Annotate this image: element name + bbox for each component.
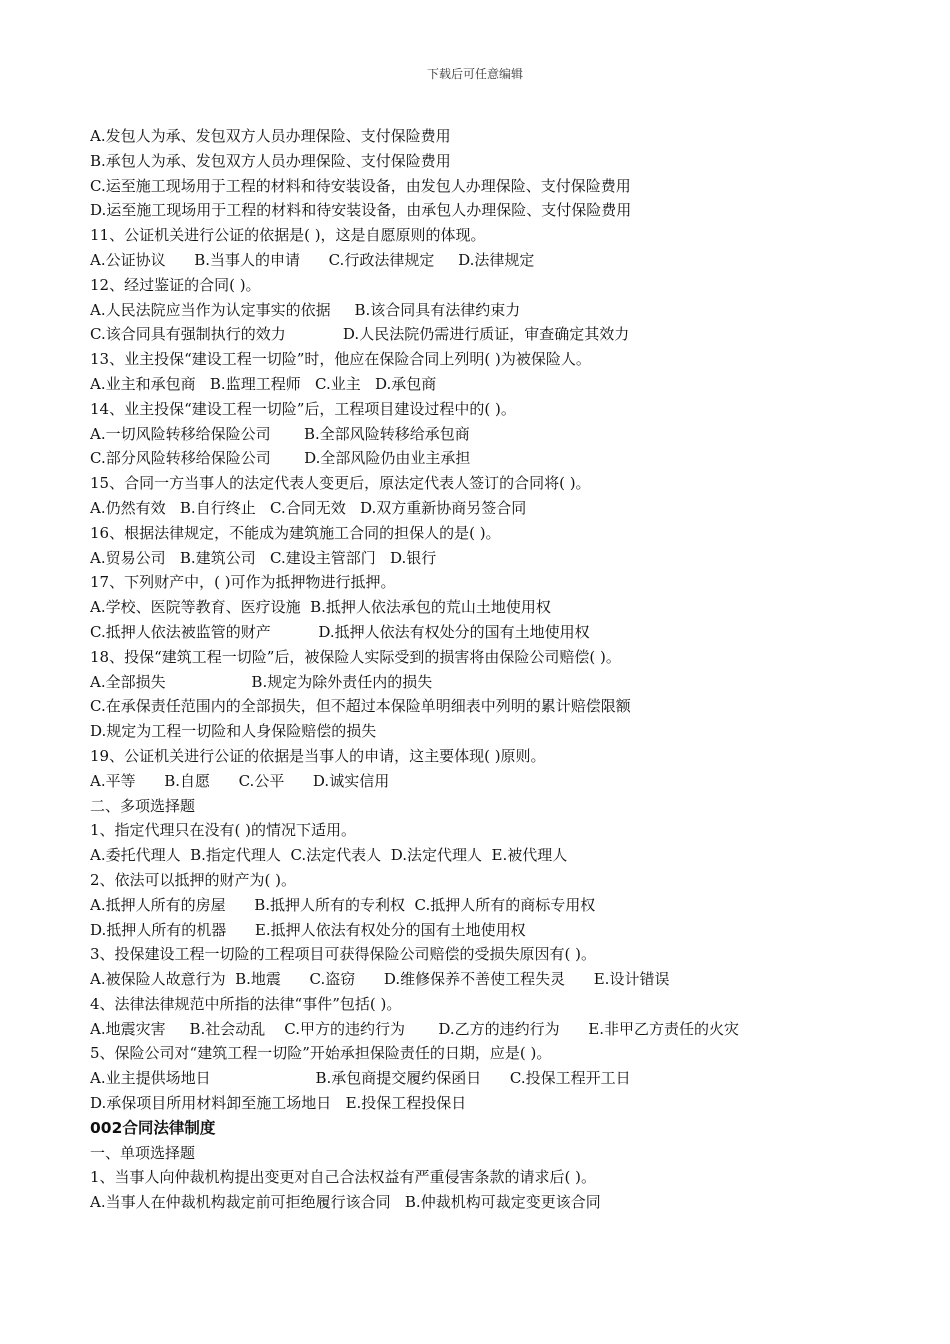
- text-line: 4、法律法律规范中所指的法律“事件”包括( )。: [90, 994, 402, 1013]
- text-line: D.承保项目所用材料卸至施工场地日 E.投保工程投保日: [90, 1094, 467, 1113]
- text-line: 18、投保“建筑工程一切险”后，被保险人实际受到的损害将由保险公司赔偿( )。: [90, 647, 621, 666]
- text-line: A.人民法院应当作为认定事实的依据 B.该合同具有法律约束力: [90, 300, 521, 319]
- text-line: A.业主和承包商 B.监理工程师 C.业主 D.承包商: [90, 374, 437, 393]
- text-line: 14、业主投保“建设工程一切险”后，工程项目建设过程中的( )。: [90, 399, 516, 418]
- text-line: D.抵押人所有的机器 E.抵押人依法有权处分的国有土地使用权: [90, 920, 526, 939]
- text-line: 11、公证机关进行公证的依据是( )，这是自愿原则的体现。: [90, 226, 486, 245]
- text-line: A.抵押人所有的房屋 B.抵押人所有的专利权 C.抵押人所有的商标专用权: [90, 895, 596, 914]
- text-line: A.委托代理人 B.指定代理人 C.法定代表人 D.法定代理人 E.被代理人: [90, 846, 568, 865]
- text-line: A.业主提供场地日 B.承包商提交履约保函日 C.投保工程开工日: [90, 1069, 631, 1088]
- text-line: 3、投保建设工程一切险的工程项目可获得保险公司赔偿的受损失原因有( )。: [90, 945, 597, 964]
- text-line: A.贸易公司 B.建筑公司 C.建设主管部门 D.银行: [90, 548, 437, 567]
- section-heading: 002合同法律制度: [90, 1118, 216, 1137]
- text-line: C.运至施工现场用于工程的材料和待安装设备，由发包人办理保险、支付保险费用: [90, 176, 631, 195]
- text-line: C.部分风险转移给保险公司 D.全部风险仍由业主承担: [90, 449, 471, 468]
- text-line: D.运至施工现场用于工程的材料和待安装设备，由承包人办理保险、支付保险费用: [90, 201, 632, 220]
- text-line: C.在承保责任范围内的全部损失，但不超过本保险单明细表中列明的累计赔偿限额: [90, 697, 631, 716]
- text-line: 1、指定代理只在没有( )的情况下适用。: [90, 821, 357, 840]
- text-line: 二、多项选择题: [90, 796, 196, 815]
- text-line: 19、公证机关进行公证的依据是当事人的申请，这主要体现( )原则。: [90, 746, 546, 765]
- text-line: A.发包人为承、发包双方人员办理保险、支付保险费用: [90, 127, 451, 145]
- text-line: 16、根据法律规定，不能成为建筑施工合同的担保人的是( )。: [90, 523, 501, 542]
- text-line: C.抵押人依法被监管的财产 D.抵押人依法有权处分的国有土地使用权: [90, 622, 590, 641]
- text-line: 2、依法可以抵押的财产为( )。: [90, 870, 297, 889]
- text-line: A.平等 B.自愿 C.公平 D.诚实信用: [90, 771, 390, 790]
- text-line: D.规定为工程一切险和人身保险赔偿的损失: [90, 722, 377, 741]
- text-line: A.全部损失 B.规定为除外责任内的损失: [90, 672, 433, 691]
- text-line: C.该合同具有强制执行的效力 D.人民法院仍需进行质证，审查确定其效力: [90, 325, 630, 344]
- text-line: A.当事人在仲裁机构裁定前可拒绝履行该合同 B.仲裁机构可裁定变更该合同: [90, 1193, 601, 1212]
- text-line: 1、当事人向仲裁机构提出变更对自己合法权益有严重侵害条款的请求后( )。: [90, 1168, 597, 1187]
- text-line: A.学校、医院等教育、医疗设施 B.抵押人依法承包的荒山土地使用权: [90, 598, 551, 617]
- text-line: A.被保险人故意行为 B.地震 C.盗窃 D.维修保养不善使工程失灵 E.设计错误: [90, 970, 670, 989]
- text-line: 17、下列财产中，( )可作为抵押物进行抵押。: [90, 573, 396, 592]
- text-line: 12、经过鉴证的合同( )。: [90, 275, 261, 294]
- text-line: A.地震灾害 B.社会动乱 C.甲方的违约行为 D.乙方的违约行为 E.非甲乙方责任的火灾: [90, 1019, 739, 1038]
- text-line: A.一切风险转移给保险公司 B.全部风险转移给承包商: [90, 424, 470, 443]
- text-line: A.仍然有效 B.自行终止 C.合同无效 D.双方重新协商另签合同: [90, 498, 527, 517]
- text-line: 15、合同一方当事人的法定代表人变更后，原法定代表人签订的合同将( )。: [90, 474, 591, 493]
- text-line: 一、单项选择题: [90, 1143, 196, 1162]
- document-body: [90, 124, 910, 1215]
- text-line: 13、业主投保“建设工程一切险”时，他应在保险合同上列明( )为被保险人。: [90, 350, 591, 369]
- text-line: B.承包人为承、发包双方人员办理保险、支付保险费用: [90, 151, 451, 170]
- text-line: A.公证协议 B.当事人的申请 C.行政法律规定 D.法律规定: [90, 250, 535, 269]
- page-header: 下载后可任意编辑: [426, 67, 523, 81]
- text-line: 5、保险公司对“建筑工程一切险”开始承担保险责任的日期，应是( )。: [90, 1044, 552, 1063]
